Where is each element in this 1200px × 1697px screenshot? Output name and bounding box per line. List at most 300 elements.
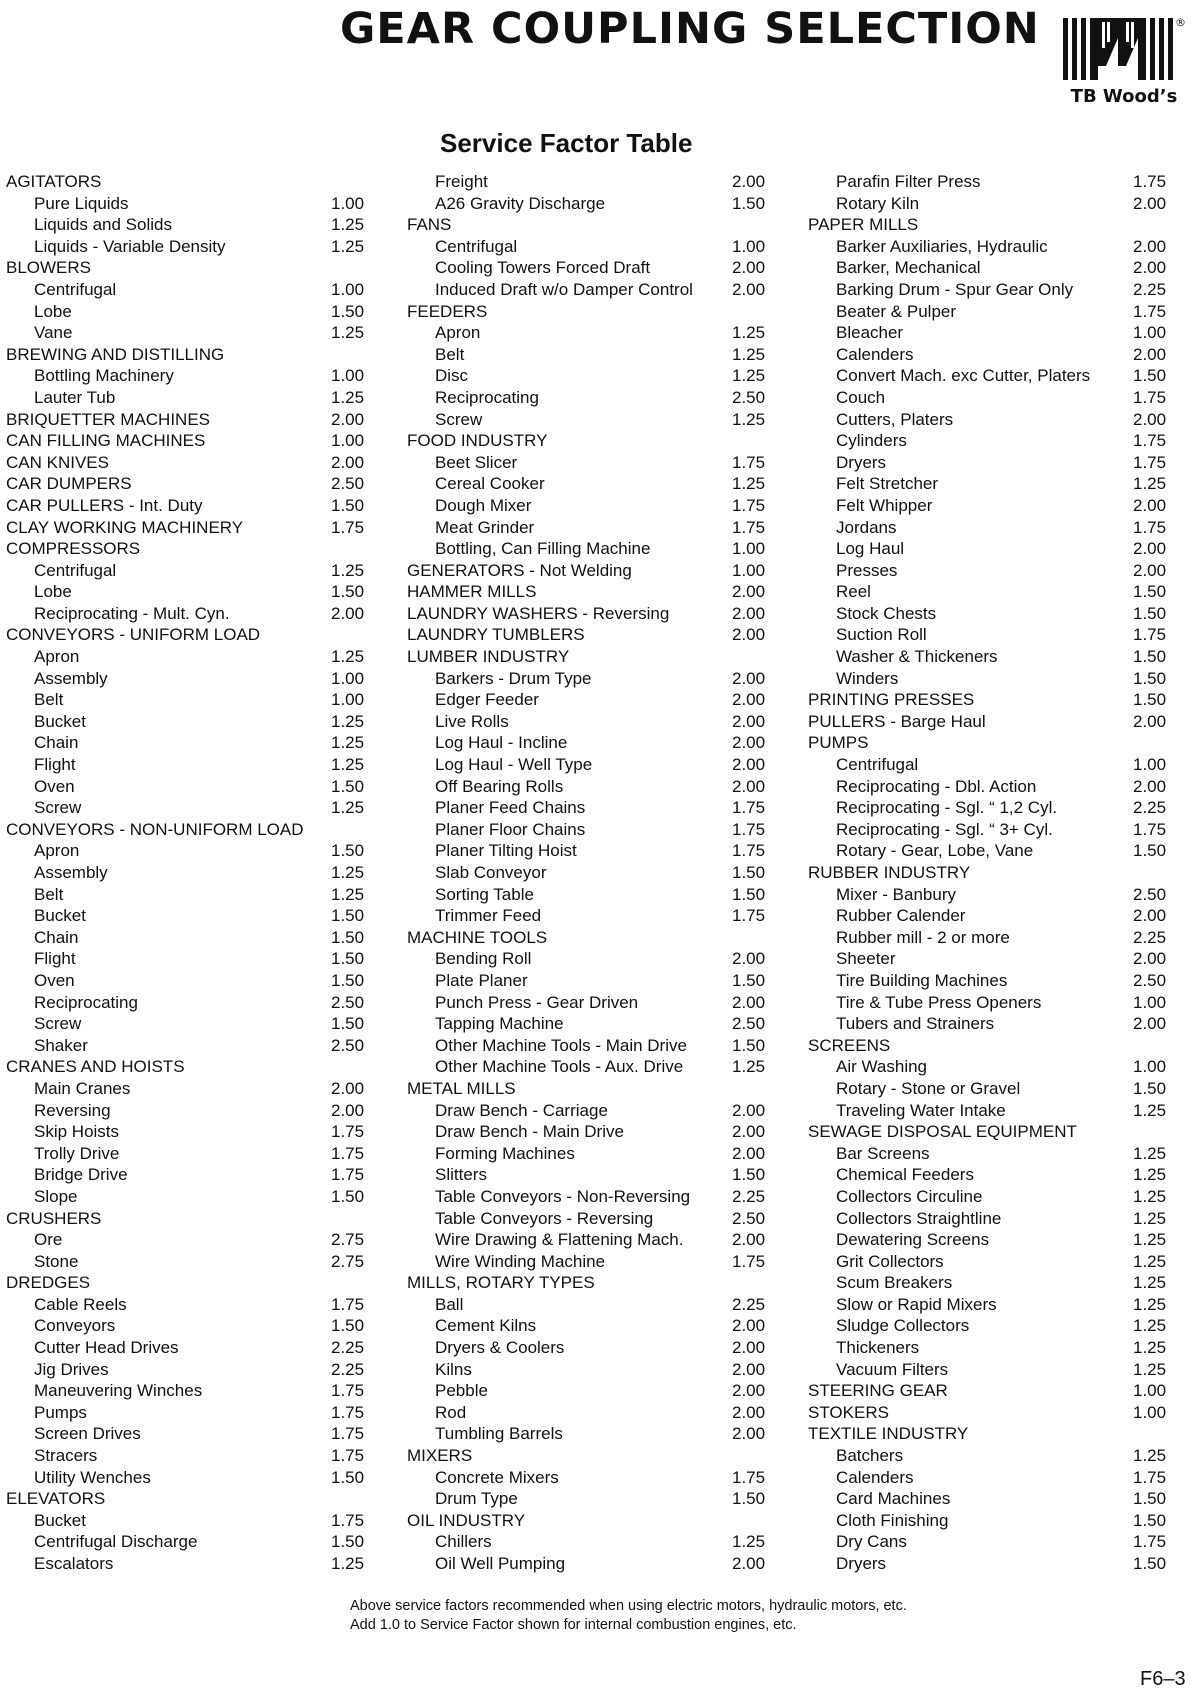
service-factor-value: 1.50: [1133, 1078, 1167, 1098]
row-label: Oil Well Pumping: [435, 1554, 566, 1573]
row-label: Skip Hoists: [34, 1122, 120, 1142]
table-row: [808, 193, 1168, 215]
row-label: Bleacher: [836, 323, 904, 343]
service-factor-value: 2.00: [732, 690, 766, 710]
row-label: Calenders: [836, 1467, 914, 1487]
row-label: Pure Liquids: [34, 193, 129, 213]
service-factor-value: 2.00: [1133, 949, 1167, 969]
service-factor-value: 1.75: [1133, 452, 1167, 472]
service-factor-value: 2.00: [1133, 906, 1167, 926]
service-factor-value: 1.75: [732, 452, 766, 472]
row-label: Freight: [435, 172, 488, 191]
service-factor-value: 1.25: [1133, 1143, 1167, 1163]
table-row: [407, 754, 767, 776]
row-label: Sorting Table: [435, 884, 534, 904]
service-factor-value: 1.50: [331, 927, 365, 947]
row-label: Barker, Mechanical: [836, 258, 981, 278]
category-row: [6, 495, 366, 517]
table-row: [6, 1229, 366, 1251]
table-row: [808, 473, 1168, 495]
service-factor-value: 1.25: [732, 474, 766, 494]
table-row: [6, 1078, 366, 1100]
service-factor-value: 1.50: [1133, 690, 1167, 710]
service-factor-value: 1.00: [1133, 1381, 1167, 1401]
service-factor-value: 1.75: [1133, 1467, 1167, 1487]
table-row: [6, 840, 366, 862]
table-row: [6, 301, 366, 323]
category-row: [6, 624, 366, 646]
row-label: Couch: [836, 387, 886, 407]
row-label: Liquids - Variable Density: [34, 236, 226, 256]
row-label: Oven: [34, 776, 75, 796]
table-row: [808, 1164, 1168, 1186]
table-row: [407, 236, 767, 258]
row-label: PRINTING PRESSES: [808, 690, 975, 710]
table-row: [6, 797, 366, 819]
category-row: [407, 214, 767, 236]
table-row: [6, 236, 366, 258]
table-row: [407, 884, 767, 906]
row-label: Apron: [34, 647, 80, 667]
row-label: Centrifugal: [836, 755, 919, 775]
row-label: Edger Feeder: [435, 690, 539, 710]
table-row: [808, 884, 1168, 906]
row-label: Bottling Machinery: [34, 366, 174, 386]
service-factor-value: 1.50: [732, 884, 766, 904]
row-label: Screw: [34, 798, 82, 818]
row-label: Kilns: [435, 1359, 472, 1379]
service-factor-value: 1.00: [331, 279, 365, 299]
service-factor-value: 2.00: [732, 1381, 766, 1401]
row-label: Cement Kilns: [435, 1316, 537, 1336]
service-factor-value: 1.25: [1133, 1208, 1167, 1228]
row-label: Dryers: [836, 452, 887, 472]
service-factor-value: 1.50: [331, 495, 365, 515]
table-row: [6, 1359, 366, 1381]
row-label: CONVEYORS - NON-UNIFORM LOAD: [6, 819, 304, 839]
row-label: Convert Mach. exc Cutter, Platers: [836, 366, 1091, 386]
row-label: Bending Roll: [435, 949, 532, 969]
row-label: Tapping Machine: [435, 1014, 564, 1034]
table-row: [808, 754, 1168, 776]
service-factor-value: 2.00: [732, 1122, 766, 1142]
row-label: MACHINE TOOLS: [407, 927, 548, 947]
service-factor-value: 2.25: [1133, 798, 1167, 818]
row-label: Ore: [34, 1230, 63, 1250]
footnote-line-1: Above service factors recommended when using electric motors, hydraulic motors, etc.: [350, 1598, 907, 1614]
service-factor-value: 1.50: [331, 906, 365, 926]
row-label: Card Machines: [836, 1489, 951, 1509]
table-row: [808, 495, 1168, 517]
service-factor-value: 1.50: [331, 970, 365, 990]
table-row: [407, 776, 767, 798]
row-label: Cooling Towers Forced Draft: [435, 258, 651, 278]
row-label: Cereal Cooker: [435, 474, 545, 494]
table-title: Service Factor Table: [440, 128, 693, 158]
row-label: Centrifugal Discharge: [34, 1532, 198, 1552]
row-label: Flight: [34, 755, 76, 775]
service-factor-value: 2.75: [331, 1251, 365, 1271]
service-factor-value: 1.25: [1133, 1338, 1167, 1358]
row-label: Slab Conveyor: [435, 863, 547, 882]
service-factor-value: 1.00: [1133, 992, 1167, 1012]
row-label: Vacuum Filters: [836, 1359, 949, 1379]
service-factor-value: 1.00: [732, 560, 766, 580]
service-factor-value: 2.00: [732, 1230, 766, 1250]
service-factor-value: 1.50: [1133, 1554, 1167, 1573]
category-row: [6, 344, 366, 366]
table-row: [808, 646, 1168, 668]
service-factor-value: 2.50: [732, 387, 766, 407]
row-label: Main Cranes: [34, 1078, 131, 1098]
category-row: [6, 538, 366, 560]
row-label: Sludge Collectors: [836, 1316, 970, 1336]
row-label: Cutters, Platers: [836, 409, 954, 429]
table-row: [407, 1251, 767, 1273]
service-factor-value: 2.00: [1133, 344, 1167, 364]
row-label: Washer & Thickeners: [836, 647, 998, 667]
category-row: [407, 430, 767, 452]
service-factor-value: 1.50: [331, 1467, 365, 1487]
table-row: [808, 1208, 1168, 1230]
table-row: [6, 1337, 366, 1359]
row-label: Conveyors: [34, 1316, 116, 1336]
row-label: Calenders: [836, 344, 914, 364]
row-label: Batchers: [836, 1446, 904, 1466]
table-row: [407, 1315, 767, 1337]
table-row: [407, 862, 767, 884]
row-label: FEEDERS: [407, 301, 488, 321]
row-label: Presses: [836, 560, 898, 580]
service-factor-value: 1.50: [732, 970, 766, 990]
table-row: [6, 1467, 366, 1489]
row-label: Reel: [836, 582, 871, 602]
table-row: [6, 1380, 366, 1402]
service-factor-value: 1.25: [732, 323, 766, 343]
table-row: [6, 214, 366, 236]
service-factor-value: 2.00: [732, 279, 766, 299]
table-row: [808, 1272, 1168, 1294]
service-factor-value: 2.00: [1133, 1014, 1167, 1034]
service-factor-value: 2.50: [331, 992, 365, 1012]
logo-text: TB Wood’s: [1070, 86, 1178, 107]
table-row: [808, 1553, 1168, 1575]
row-label: STEERING GEAR: [808, 1381, 948, 1401]
table-row: [808, 387, 1168, 409]
service-factor-value: 1.75: [1133, 172, 1167, 191]
table-row: [808, 581, 1168, 603]
table-row: [407, 1143, 767, 1165]
row-label: Dryers: [836, 1554, 887, 1573]
table-row: [407, 365, 767, 387]
table-row: [808, 603, 1168, 625]
row-label: Cable Reels: [34, 1294, 127, 1314]
service-factor-value: 1.25: [1133, 1165, 1167, 1185]
service-factor-value: 1.75: [331, 1165, 365, 1185]
table-row: [407, 840, 767, 862]
table-row: [407, 1402, 767, 1424]
row-label: OIL INDUSTRY: [407, 1510, 526, 1530]
table-row: [808, 301, 1168, 323]
row-label: Planer Floor Chains: [435, 819, 586, 839]
row-label: Sheeter: [836, 949, 896, 969]
category-row: [6, 409, 366, 431]
table-row: [407, 452, 767, 474]
table-row: [6, 387, 366, 409]
table-row: [407, 1294, 767, 1316]
table-row: [407, 1423, 767, 1445]
row-label: FOOD INDUSTRY: [407, 431, 548, 451]
service-factor-value: 1.00: [331, 690, 365, 710]
table-row: [407, 538, 767, 560]
tb-woods-logo: [1063, 18, 1185, 114]
row-label: Cylinders: [836, 431, 907, 451]
table-row: [808, 1013, 1168, 1035]
table-row: [407, 193, 767, 215]
row-label: Chain: [34, 733, 79, 753]
row-label: Wire Drawing & Flattening Mach.: [435, 1230, 684, 1250]
table-row: [808, 560, 1168, 582]
table-row: [407, 948, 767, 970]
row-label: Lauter Tub: [34, 387, 116, 407]
row-label: Jordans: [836, 517, 897, 537]
row-label: HAMMER MILLS: [407, 582, 537, 602]
factor-column-2: [407, 171, 767, 1575]
row-label: MIXERS: [407, 1446, 473, 1466]
service-factor-value: 1.50: [1133, 1489, 1167, 1509]
table-row: [407, 1186, 767, 1208]
service-factor-value: 2.00: [331, 603, 365, 623]
service-factor-value: 1.75: [1133, 625, 1167, 645]
table-row: [808, 1229, 1168, 1251]
service-factor-value: 1.75: [732, 495, 766, 515]
service-factor-value: 1.50: [732, 1489, 766, 1509]
service-factor-value: 1.25: [331, 863, 365, 882]
category-row: [6, 1056, 366, 1078]
table-row: [808, 1488, 1168, 1510]
service-factor-value: 2.00: [732, 258, 766, 278]
row-label: BREWING AND DISTILLING: [6, 344, 225, 364]
table-row: [407, 732, 767, 754]
service-factor-value: 1.75: [732, 906, 766, 926]
service-factor-value: 1.75: [732, 1251, 766, 1271]
service-factor-value: 1.75: [331, 1381, 365, 1401]
table-row: [808, 1100, 1168, 1122]
row-label: Reciprocating - Mult. Cyn.: [34, 603, 230, 623]
service-factor-value: 1.50: [331, 1316, 365, 1336]
service-factor-value: 1.50: [732, 193, 766, 213]
table-row: [808, 1078, 1168, 1100]
table-row: [6, 1294, 366, 1316]
service-factor-value: 1.75: [732, 798, 766, 818]
service-factor-value: 2.00: [732, 1338, 766, 1358]
row-label: MILLS, ROTARY TYPES: [407, 1273, 595, 1293]
service-factor-value: 1.25: [331, 733, 365, 753]
row-label: DREDGES: [6, 1273, 91, 1293]
row-label: Rubber Calender: [836, 906, 966, 926]
row-label: Utility Wenches: [34, 1467, 151, 1487]
service-factor-value: 1.00: [331, 668, 365, 688]
table-row: [6, 1423, 366, 1445]
row-label: Rod: [435, 1402, 467, 1422]
service-factor-value: 2.50: [732, 1014, 766, 1034]
service-factor-value: 2.00: [732, 755, 766, 775]
footnote-line-2: Add 1.0 to Service Factor shown for internal combustion engines, etc.: [350, 1617, 797, 1633]
service-factor-value: 2.50: [1133, 884, 1167, 904]
row-label: Reciprocating - Sgl. “ 1,2 Cyl.: [836, 798, 1058, 818]
service-factor-value: 1.75: [1133, 387, 1167, 407]
table-row: [407, 905, 767, 927]
table-row: [6, 754, 366, 776]
row-label: METAL MILLS: [407, 1078, 516, 1098]
row-label: Centrifugal: [435, 236, 518, 256]
row-label: Grit Collectors: [836, 1251, 944, 1271]
footnote: [350, 1597, 1110, 1635]
table-row: [407, 279, 767, 301]
row-label: Draw Bench - Carriage: [435, 1100, 608, 1120]
row-label: Chillers: [435, 1532, 492, 1552]
service-factor-value: 1.25: [1133, 1230, 1167, 1250]
row-label: BLOWERS: [6, 258, 92, 278]
service-factor-value: 2.00: [732, 992, 766, 1012]
service-factor-value: 2.00: [732, 776, 766, 796]
row-label: Tire Building Machines: [836, 970, 1008, 990]
service-factor-value: 1.50: [331, 949, 365, 969]
category-row: [808, 711, 1168, 733]
table-row: [808, 624, 1168, 646]
service-factor-value: 2.50: [1133, 970, 1167, 990]
category-row: [407, 624, 767, 646]
row-label: Stracers: [34, 1446, 98, 1466]
row-label: Apron: [435, 323, 481, 343]
service-factor-value: 1.25: [331, 755, 365, 775]
row-label: RUBBER INDUSTRY: [808, 863, 971, 882]
row-label: Pebble: [435, 1381, 488, 1401]
row-label: Liquids and Solids: [34, 215, 172, 235]
row-label: CAN FILLING MACHINES: [6, 431, 206, 451]
service-factor-value: 2.00: [732, 1402, 766, 1422]
table-row: [808, 517, 1168, 539]
table-row: [407, 1531, 767, 1553]
tb-woods-logo-mark-icon: [1063, 18, 1173, 80]
service-factor-value: 2.00: [1133, 258, 1167, 278]
service-factor-value: 1.25: [1133, 1100, 1167, 1120]
row-label: Centrifugal: [34, 560, 117, 580]
table-row: [6, 193, 366, 215]
service-factor-value: 1.25: [732, 409, 766, 429]
table-row: [808, 970, 1168, 992]
row-label: CAR DUMPERS: [6, 474, 132, 494]
category-row: [6, 452, 366, 474]
table-row: [808, 992, 1168, 1014]
service-factor-value: 1.25: [732, 366, 766, 386]
table-row: [808, 430, 1168, 452]
table-row: [407, 1121, 767, 1143]
service-factor-value: 1.75: [1133, 301, 1167, 321]
table-row: [6, 668, 366, 690]
category-row: [407, 646, 767, 668]
table-row: [407, 409, 767, 431]
row-label: Flight: [34, 949, 76, 969]
service-factor-value: 1.75: [331, 1294, 365, 1314]
service-factor-value: 1.00: [1133, 755, 1167, 775]
table-row: [6, 365, 366, 387]
category-row: [6, 517, 366, 539]
table-row: [6, 948, 366, 970]
service-factor-value: 2.00: [1133, 236, 1167, 256]
table-row: [407, 689, 767, 711]
category-row: [6, 1208, 366, 1230]
row-label: SCREENS: [808, 1035, 891, 1055]
service-factor-value: 1.50: [331, 582, 365, 602]
row-label: Reciprocating - Dbl. Action: [836, 776, 1037, 796]
table-row: [6, 646, 366, 668]
table-row: [407, 992, 767, 1014]
service-factor-value: 2.25: [732, 1294, 766, 1314]
row-label: Bucket: [34, 711, 86, 731]
service-factor-value: 2.00: [1133, 193, 1167, 213]
service-factor-value: 1.50: [1133, 647, 1167, 667]
table-row: [407, 1164, 767, 1186]
row-label: Reciprocating: [34, 992, 138, 1012]
row-label: Screw: [435, 409, 483, 429]
table-row: [808, 1337, 1168, 1359]
service-factor-value: 1.00: [331, 366, 365, 386]
row-label: Felt Stretcher: [836, 474, 939, 494]
row-label: Log Haul: [836, 539, 905, 559]
table-row: [808, 365, 1168, 387]
table-row: [6, 1100, 366, 1122]
row-label: CRANES AND HOISTS: [6, 1057, 185, 1077]
row-label: Air Washing: [836, 1057, 928, 1077]
service-factor-value: 1.75: [732, 841, 766, 861]
registered-mark: ®: [1175, 16, 1186, 29]
service-factor-value: 1.75: [1133, 819, 1167, 839]
row-label: Traveling Water Intake: [836, 1100, 1006, 1120]
service-factor-value: 1.25: [331, 560, 365, 580]
table-row: [407, 1553, 767, 1575]
row-label: Bottling, Can Filling Machine: [435, 539, 651, 559]
category-row: [407, 927, 767, 949]
category-row: [808, 1380, 1168, 1402]
row-label: PULLERS - Barge Haul: [808, 711, 986, 731]
category-row: [6, 473, 366, 495]
table-row: [407, 970, 767, 992]
row-label: Thickeners: [836, 1338, 920, 1358]
service-factor-value: 1.25: [1133, 1186, 1167, 1206]
row-label: Rotary - Stone or Gravel: [836, 1078, 1021, 1098]
table-row: [6, 732, 366, 754]
table-row: [808, 452, 1168, 474]
row-label: BRIQUETTER MACHINES: [6, 409, 211, 429]
row-label: Barkers - Drum Type: [435, 668, 592, 688]
category-row: [808, 1423, 1168, 1445]
row-label: PUMPS: [808, 733, 869, 753]
table-row: [407, 1208, 767, 1230]
row-label: Screen Drives: [34, 1424, 141, 1444]
table-row: [407, 495, 767, 517]
service-factor-value: 1.75: [331, 1510, 365, 1530]
factor-column-1: [6, 171, 366, 1575]
table-row: [6, 560, 366, 582]
service-factor-value: 1.25: [1133, 474, 1167, 494]
row-label: LAUNDRY WASHERS - Reversing: [407, 603, 670, 623]
category-row: [808, 732, 1168, 754]
category-row: [808, 689, 1168, 711]
service-factor-value: 2.50: [732, 1208, 766, 1228]
row-label: Lobe: [34, 582, 72, 602]
service-factor-value: 2.00: [732, 1100, 766, 1120]
